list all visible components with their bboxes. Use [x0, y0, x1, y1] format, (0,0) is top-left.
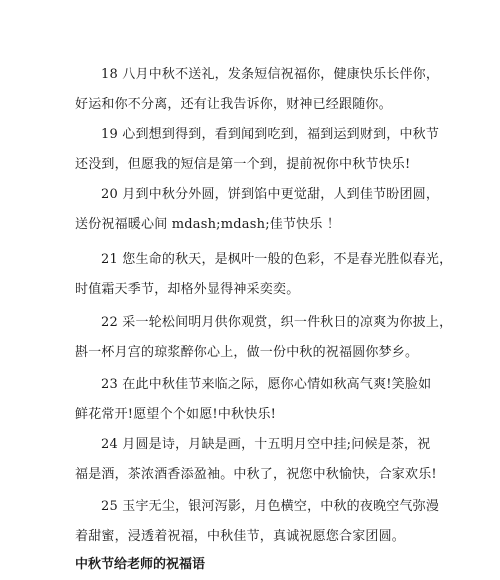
greeting-paragraph-23 — [75, 370, 445, 430]
greeting-paragraph-19 — [75, 120, 445, 180]
paragraph-line: 还没到，但愿我的短信是第一个到，提前祝你中秋节快乐! — [75, 157, 411, 172]
greeting-paragraph-18 — [75, 60, 445, 120]
paragraph-line: 24 月圆是诗，月缺是画，十五明月空中挂;问候是茶，祝 — [101, 437, 431, 452]
paragraph-line: 20 月到中秋分外圆，饼到馅中更觉甜，人到佳节盼团圆， — [101, 187, 440, 202]
paragraph-line: 福是酒，茶浓酒香添盈袖。中秋了，祝您中秋愉快，合家欢乐! — [75, 467, 437, 482]
greeting-paragraph-24 — [75, 430, 445, 490]
greeting-paragraph-20 — [75, 180, 445, 240]
paragraph-line: 送份祝福暖心间 mdash;mdash;佳节快乐 ！ — [75, 217, 341, 232]
paragraph-line: 着甜蜜，浸透着祝福，中秋佳节，真诚祝愿您合家团圆。 — [75, 529, 406, 544]
greeting-paragraph-21 — [75, 245, 453, 305]
paragraph-line: 18 八月中秋不送礼，发条短信祝福你，健康快乐长伴你， — [101, 67, 440, 82]
paragraph-line: 时值霜天季节，却格外显得神采奕奕。 — [75, 282, 300, 297]
paragraph-line: 23 在此中秋佳节来临之际，愿你心情如秋高气爽!笑脸如 — [101, 377, 432, 392]
paragraph-line: 好运和你不分离，还有让我告诉你，财神已经跟随你。 — [75, 97, 392, 112]
paragraph-line: 21 您生命的秋天，是枫叶一般的色彩，不是春光胜似春光， — [101, 252, 453, 267]
paragraph-line: 19 心到想到得到，看到闻到吃到，福到运到财到，中秋节 — [101, 127, 440, 142]
greeting-paragraph-22 — [75, 308, 453, 368]
greeting-paragraph-25 — [75, 492, 445, 552]
paragraph-line: 鲜花常开!愿望个个如愿!中秋快乐! — [75, 407, 277, 422]
paragraph-line: 斟一杯月宫的琼浆醉你心上，做一份中秋的祝福圆你梦乡。 — [75, 345, 419, 360]
section-heading: 中秋节给老师的祝福语 — [75, 557, 206, 572]
paragraph-line: 22 采一轮松间明月供你观赏，织一件秋日的凉爽为你披上， — [101, 315, 453, 330]
paragraph-line: 25 玉宇无尘，银河泻影，月色横空，中秋的夜晚空气弥漫 — [101, 499, 440, 514]
